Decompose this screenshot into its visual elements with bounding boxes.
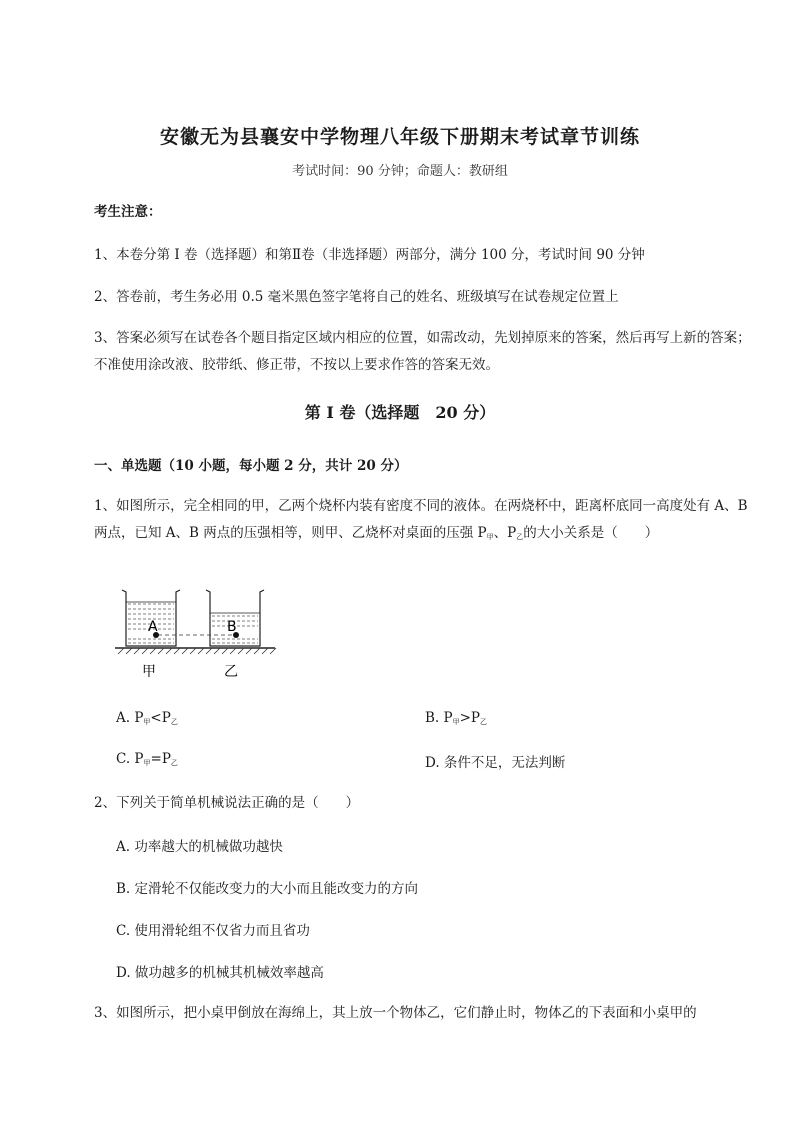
- beaker-jia: [122, 590, 180, 646]
- option-b-prefix: B. P: [425, 710, 453, 726]
- question-2-option-d[interactable]: D. 做功越多的机械其机械效率越高: [116, 965, 324, 981]
- exam-info: 考试时间：90 分钟；命题人：教研组: [292, 164, 508, 179]
- notice-item-3: 3、答案必须写在试卷各个题目指定区域内相应的位置，如需改动，先划掉原来的答案，然后再写上新的答案；不准使用涂改液、胶带纸、修正带，不按以上要求作答的答案无效。: [94, 330, 751, 373]
- point-a-label: A: [148, 619, 158, 635]
- question-3-stem: 3、如图所示，把小桌甲倒放在海绵上，其上放一个物体乙，它们静止时，物体乙的下表面和小桌甲的: [94, 1005, 697, 1021]
- beaker-jia-label: 甲: [142, 664, 156, 680]
- subscript-jia: 甲: [486, 533, 494, 541]
- question-1-option-c[interactable]: [116, 751, 178, 768]
- subscript-yi: 乙: [516, 533, 524, 541]
- option-c-sub1: 甲: [143, 759, 151, 767]
- question-2-option-c[interactable]: C. 使用滑轮组不仅省力而且省功: [116, 923, 310, 939]
- option-a-prefix: A. P: [116, 710, 144, 726]
- option-b-sub1: 甲: [452, 718, 460, 726]
- beaker-yi-label: 乙: [224, 664, 238, 680]
- point-b-label: B: [227, 619, 237, 635]
- question-1-option-b[interactable]: [425, 710, 487, 727]
- option-c-mid: =P: [150, 751, 171, 767]
- question-2-option-a[interactable]: A. 功率越大的机械做功越快: [116, 839, 283, 855]
- option-c-prefix: C. P: [116, 751, 144, 767]
- question-1-stem: [94, 493, 754, 551]
- section-title: 第 I 卷（选择题 20 分）: [304, 403, 496, 422]
- notice-heading: 考生注意：: [94, 204, 162, 220]
- question-1-option-d[interactable]: [425, 751, 565, 771]
- question-1-text: 1、如图所示，完全相同的甲，乙两个烧杯内装有密度不同的液体。在两烧杯中，距离杯底同一高度处有 A、B 两点，已知 A、B 两点的压强相等，则甲、乙烧杯对桌面的压强 P: [94, 498, 748, 541]
- option-d-text: D. 条件不足，无法判断: [425, 755, 566, 771]
- option-c-sub2: 乙: [170, 759, 178, 767]
- notice-item-1: 1、本卷分第 I 卷（选择题）和第Ⅱ卷（非选择题）两部分，满分 100 分，考试时间 90 分钟: [94, 247, 645, 263]
- option-b-sub2: 乙: [480, 718, 487, 726]
- option-a-mid: <P: [150, 710, 171, 726]
- beaker-figure: [110, 578, 280, 688]
- beaker-diagram: [110, 578, 280, 688]
- part-title: 一、单选题（10 小题，每小题 2 分，共计 20 分）: [94, 458, 408, 474]
- option-a-sub2: 乙: [170, 718, 178, 726]
- question-1-option-a[interactable]: [116, 710, 178, 727]
- option-a-sub1: 甲: [143, 718, 151, 726]
- question-2-option-b[interactable]: B. 定滑轮不仅能改变力的大小而且能改变力的方向: [116, 881, 419, 897]
- question-1-text-mid: 、P: [493, 525, 517, 541]
- table-hatch: [118, 648, 276, 654]
- option-b-mid: >P: [459, 710, 480, 726]
- question-1-text-end: 的大小关系是（ ）: [523, 525, 659, 541]
- page-title: 安徽无为县襄安中学物理八年级下册期末考试章节训练: [159, 126, 640, 148]
- notice-item-2: 2、答卷前，考生务必用 0.5 毫米黑色签字笔将自己的姓名、班级填写在试卷规定位置上: [94, 289, 619, 305]
- question-2-stem: 2、下列关于简单机械说法正确的是（ ）: [94, 795, 360, 811]
